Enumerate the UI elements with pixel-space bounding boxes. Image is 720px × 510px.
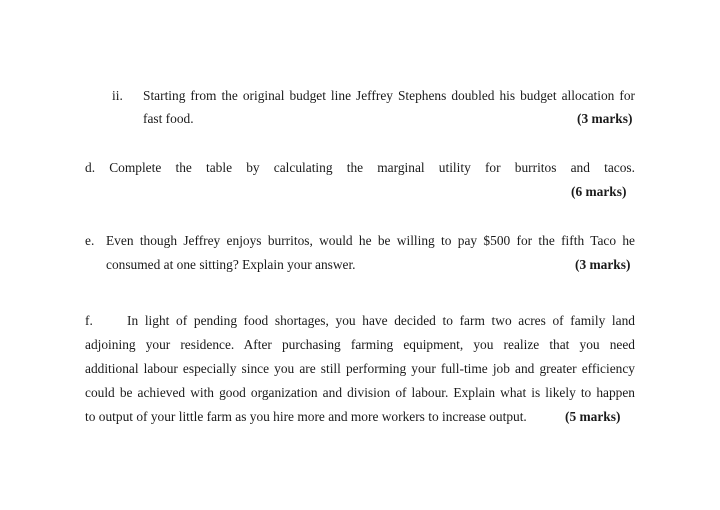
question-e-label: e.	[85, 233, 95, 248]
question-d-marks: (6 marks)	[571, 184, 627, 199]
question-f-marks: (5 marks)	[565, 409, 621, 424]
question-f-text-line5: to output of your little farm as you hire more and more workers to increase output.	[85, 409, 527, 424]
question-ii-text-line1: Starting from the original budget line Jeffrey Stephens doubled his budget allocation for	[143, 88, 635, 103]
question-ii-label: ii.	[112, 88, 123, 103]
question-e-marks: (3 marks)	[575, 257, 631, 272]
question-e-text-line1: Even though Jeffrey enjoys burritos, would he be willing to pay $500 for the fifth Taco he	[106, 233, 635, 248]
question-e-text-line2: consumed at one sitting? Explain your answer.	[106, 257, 356, 272]
question-f-text-line3: additional labour especially since you are still performing your full-time job and greater efficiency	[85, 361, 635, 376]
question-f-text-line1: In light of pending food shortages, you have decided to farm two acres of family land	[127, 313, 635, 328]
question-f-text-line4: could be achieved with good organization and division of labour. Explain what is likely to happen	[85, 385, 635, 400]
question-f-label: f.	[85, 313, 93, 328]
question-f-text-line2: adjoining your residence. After purchasing farming equipment, you realize that you need	[85, 337, 635, 352]
question-ii-text-line2: fast food.	[143, 111, 194, 126]
question-ii-marks: (3 marks)	[577, 111, 633, 126]
question-d-text-line1: d. Complete the table by calculating the marginal utility for burritos and tacos.	[85, 160, 635, 175]
